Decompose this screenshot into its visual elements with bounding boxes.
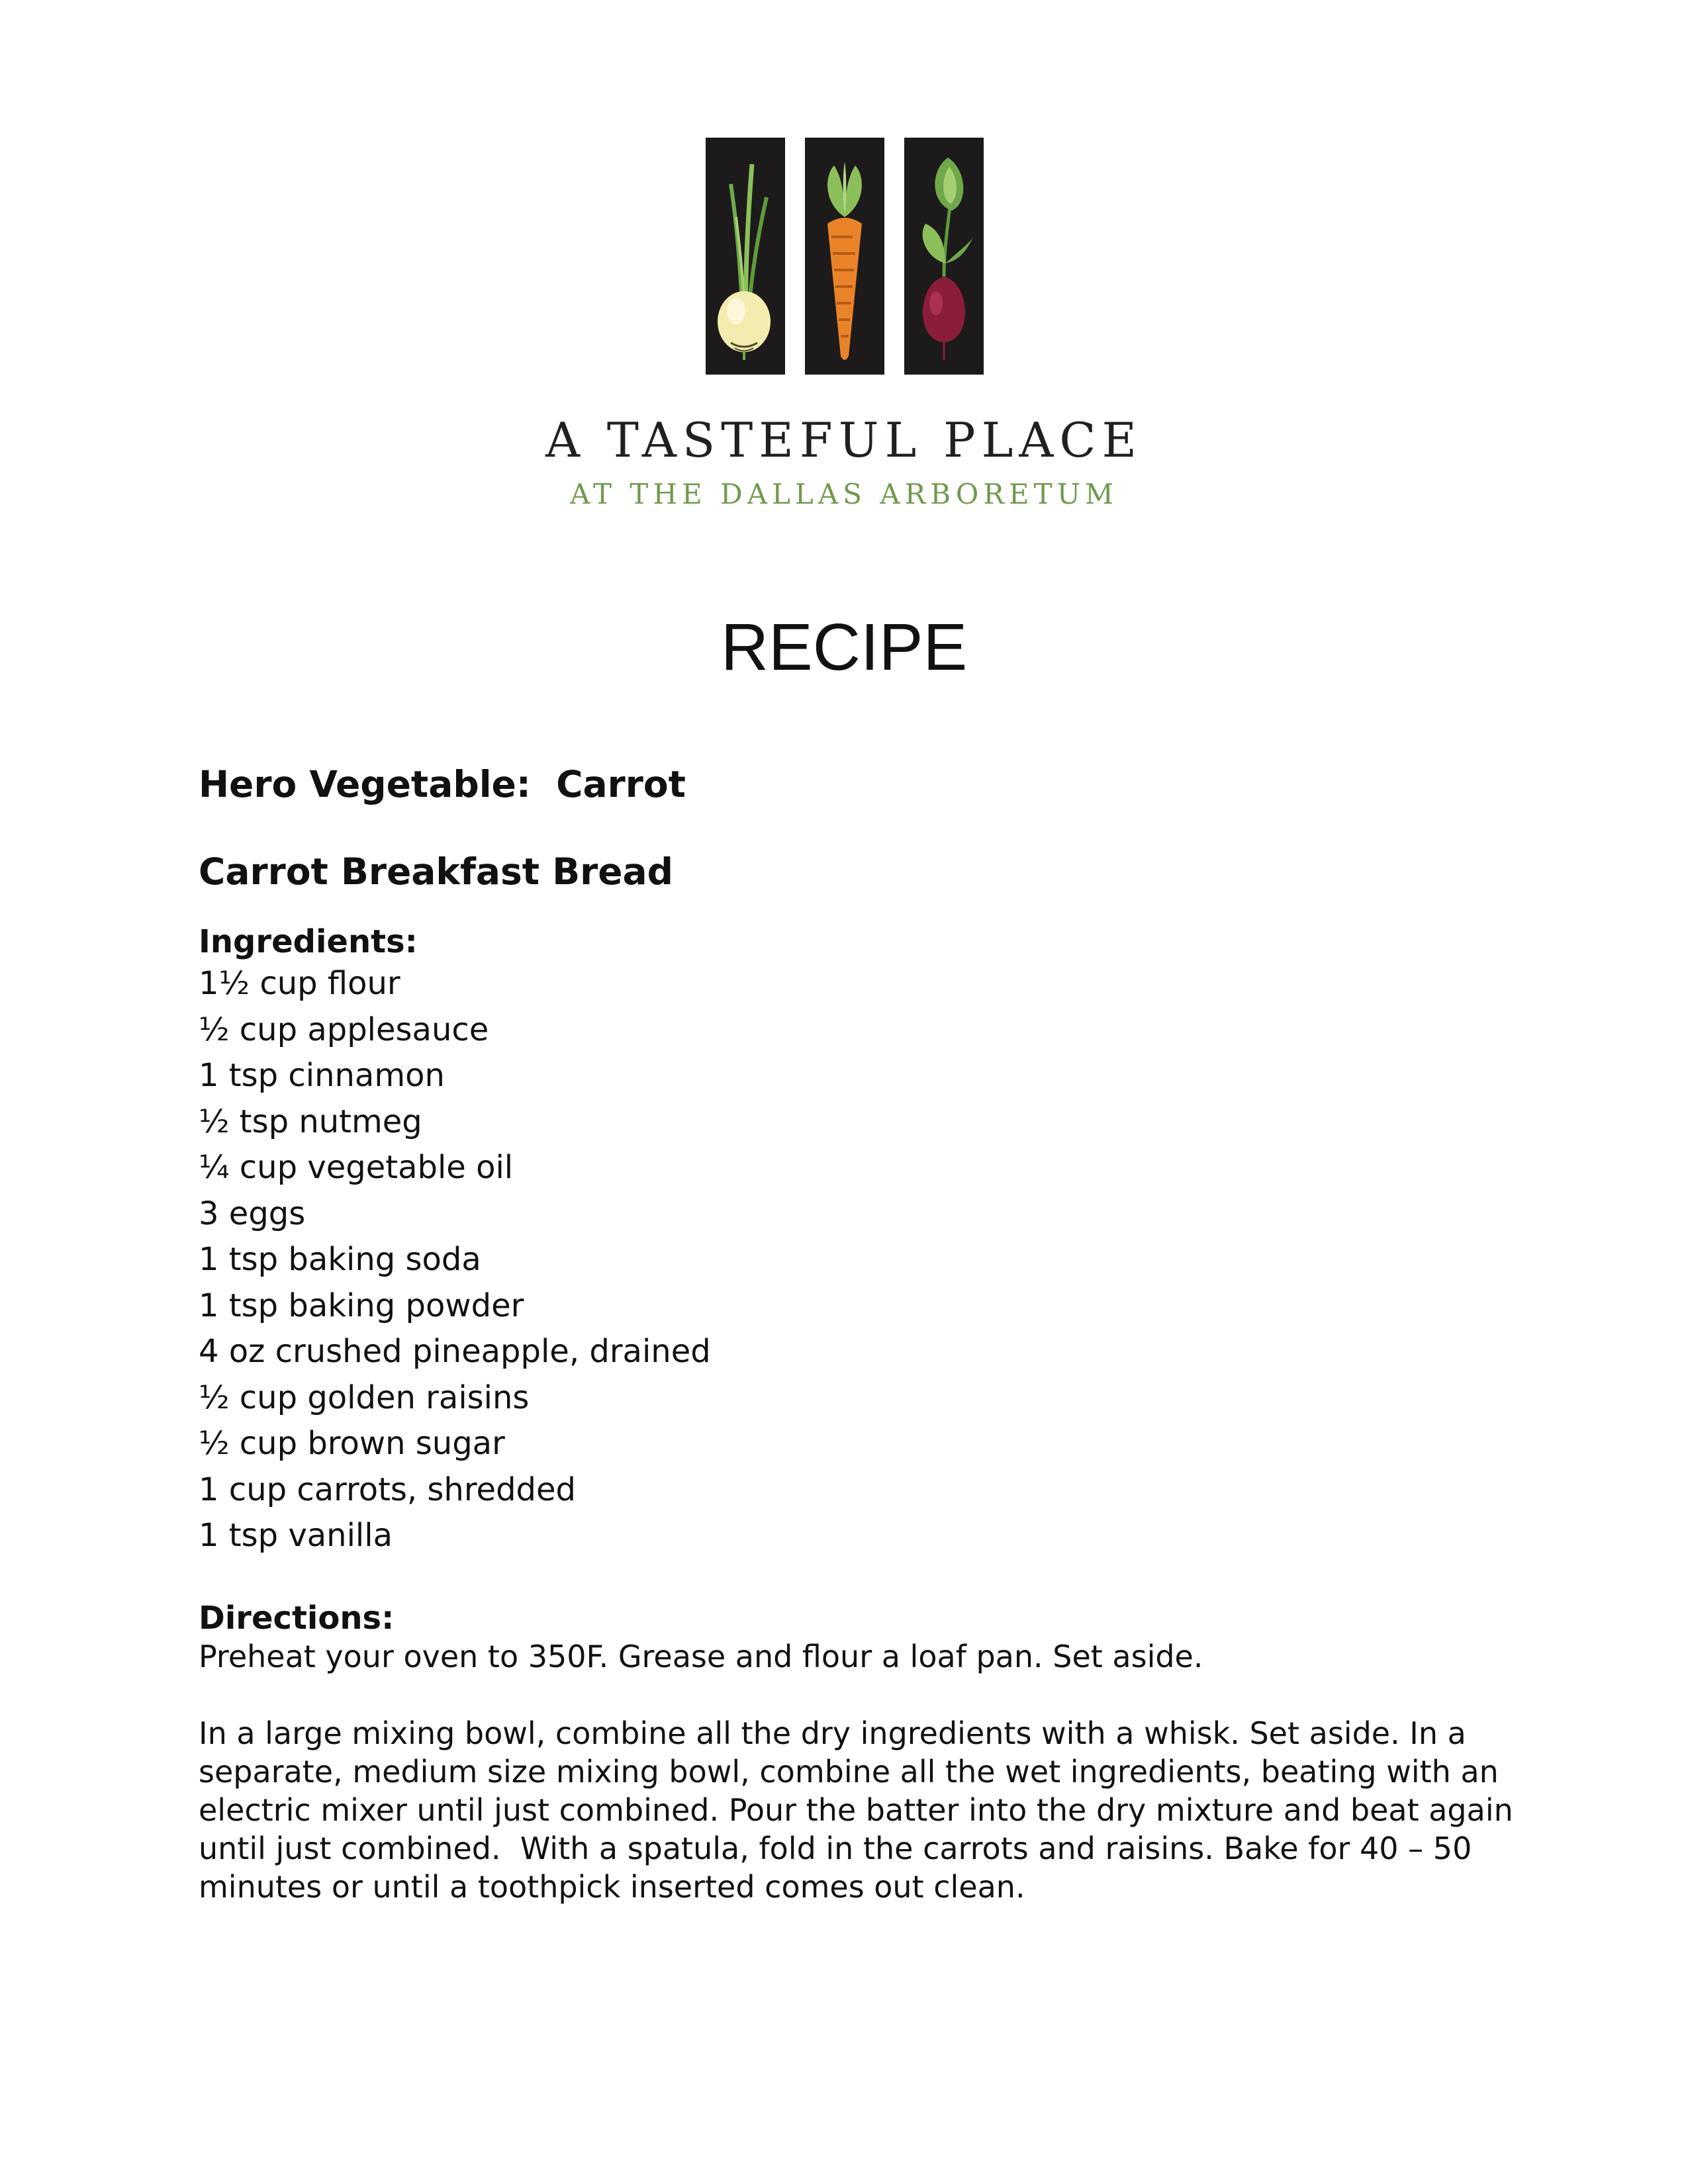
ingredient-item: ¼ cup vegetable oil — [199, 1149, 514, 1186]
ingredient-item: 1 tsp baking powder — [199, 1287, 524, 1324]
directions-heading: Directions: — [199, 1599, 395, 1637]
ingredient-item: 1 cup carrots, shredded — [199, 1471, 576, 1508]
ingredient-item: 3 eggs — [199, 1195, 306, 1232]
ingredient-item: ½ cup applesauce — [199, 1011, 489, 1048]
brand-name: A TASTEFUL PLACE — [545, 412, 1143, 468]
beet-panel — [904, 138, 984, 375]
ingredient-item: 4 oz crushed pineapple, drained — [199, 1333, 711, 1370]
carrot-icon — [805, 138, 884, 375]
document-title: RECIPE — [720, 610, 968, 684]
brand-logo — [706, 138, 984, 375]
beet-icon — [904, 138, 984, 375]
ingredient-item: 1 tsp cinnamon — [199, 1057, 445, 1094]
recipe-content — [199, 761, 1523, 1906]
ingredients-heading: Ingredients: — [199, 923, 418, 960]
ingredient-item: ½ tsp nutmeg — [199, 1103, 422, 1140]
hero-vegetable: Hero Vegetable: Carrot — [199, 763, 686, 805]
ingredients-list — [199, 961, 1523, 1559]
onion-icon — [706, 138, 785, 375]
directions-step: In a large mixing bowl, combine all the dry ingredients with a whisk. Set aside. In a separate, medium size mixing bowl, combine all the wet ingredients, beating with an electric mixer until just combined. Pour the batter into the dry mixture and beat again until just combined. With a spatula, fold in the carrots and raisins. Bake for 40 – 50 minutes or until a toothpick inserted comes out clean. — [199, 1715, 1523, 1905]
ingredient-item: ½ cup brown sugar — [199, 1425, 505, 1462]
ingredient-item: 1 tsp vanilla — [199, 1517, 393, 1554]
ingredient-item: 1 tsp baking soda — [199, 1241, 481, 1278]
ingredient-item: ½ cup golden raisins — [199, 1379, 530, 1416]
directions-step: Preheat your oven to 350F. Grease and flour a loaf pan. Set aside. — [199, 1638, 1203, 1674]
brand-subtitle: AT THE DALLAS ARBORETUM — [569, 478, 1119, 510]
recipe-name: Carrot Breakfast Bread — [199, 850, 674, 893]
ingredient-item: 1½ cup flour — [199, 965, 400, 1002]
carrot-panel — [805, 138, 884, 375]
onion-panel — [706, 138, 785, 375]
